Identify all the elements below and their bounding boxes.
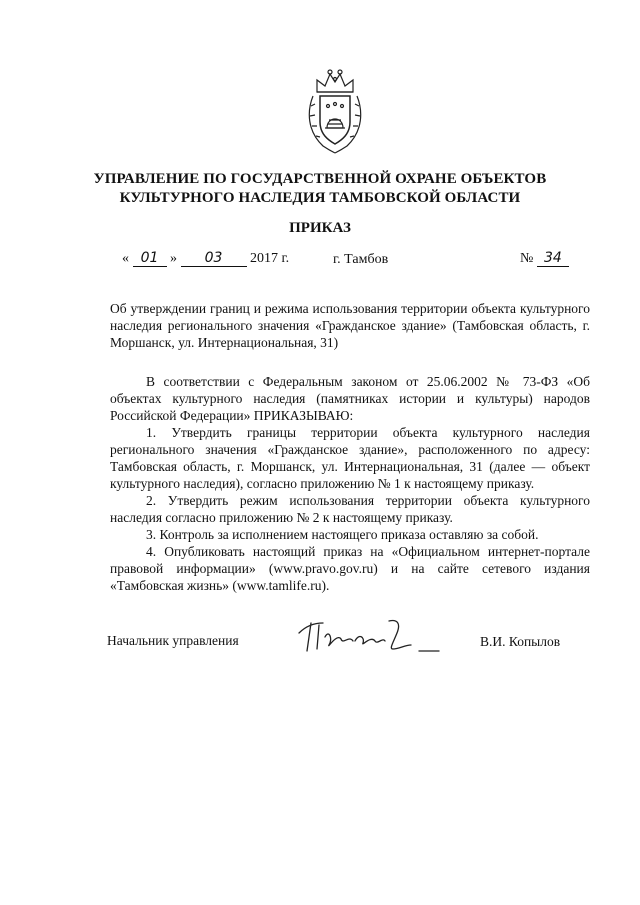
date-number-row [0,250,640,274]
item-2: 2. Утвердить режим использования территории объекта культурного наследия согласно приложению № 2 к настоящему приказу. [110,493,590,525]
organization-name [80,170,560,208]
date-month: 03 [181,250,247,267]
date-day: 01 [133,250,167,267]
intro-paragraph: В соответствии с Федеральным законом от 25.06.2002 № 73-ФЗ «Об объектах культурного наследия (памятниках истории и культуры) народов Российской Федерации» ПРИКАЗЫВАЮ: [110,374,590,423]
order-number [520,250,569,267]
city: г. Тамбов [333,252,389,267]
document-type: ПРИКАЗ [289,220,351,236]
quote-open: « [122,251,129,266]
order-date [122,250,289,267]
signatory-title: Начальник управления [107,633,239,648]
org-name-line-1: УПРАВЛЕНИЕ ПО ГОСУДАРСТВЕННОЙ ОХРАНЕ ОБЪЕКТОВ [93,171,547,187]
item-4: 4. Опубликовать настоящий приказ на «Официальном интернет-портале правовой информации» (www.pravo.gov.ru) и на сайте сетевого издания «Тамбовская жизнь» (www.tamlife.ru). [110,544,590,593]
item-1: 1. Утвердить границы территории объекта культурного наследия регионального значения «Гражданское здание», расположенного по адресу: Тамбовская область, г. Моршанск, ул. Интернациональная, 31 (далее — объект культурного наследия), согласно приложению № 1 к настоящему приказу. [110,425,590,491]
tambov-coat-of-arms-icon [303,66,367,156]
signatory-name: В.И. Копылов [480,634,561,649]
signature-block [0,615,640,655]
number-value: 34 [537,250,569,267]
quote-close: » [170,251,177,266]
date-year: 2017 г. [250,251,290,266]
org-name-line-2: КУЛЬТУРНОГО НАСЛЕДИЯ ТАМБОВСКОЙ ОБЛАСТИ [119,190,521,206]
order-body [110,373,590,594]
handwritten-signature [293,615,443,655]
number-sign: № [520,251,534,266]
order-subject: Об утверждении границ и режима использования территории объекта культурного наследия регионального значения «Гражданское здание» (Тамбовская область, г. Моршанск, ул. Интернациональная, 31) [110,301,590,350]
item-3: 3. Контроль за исполнением настоящего приказа оставляю за собой. [146,527,539,542]
